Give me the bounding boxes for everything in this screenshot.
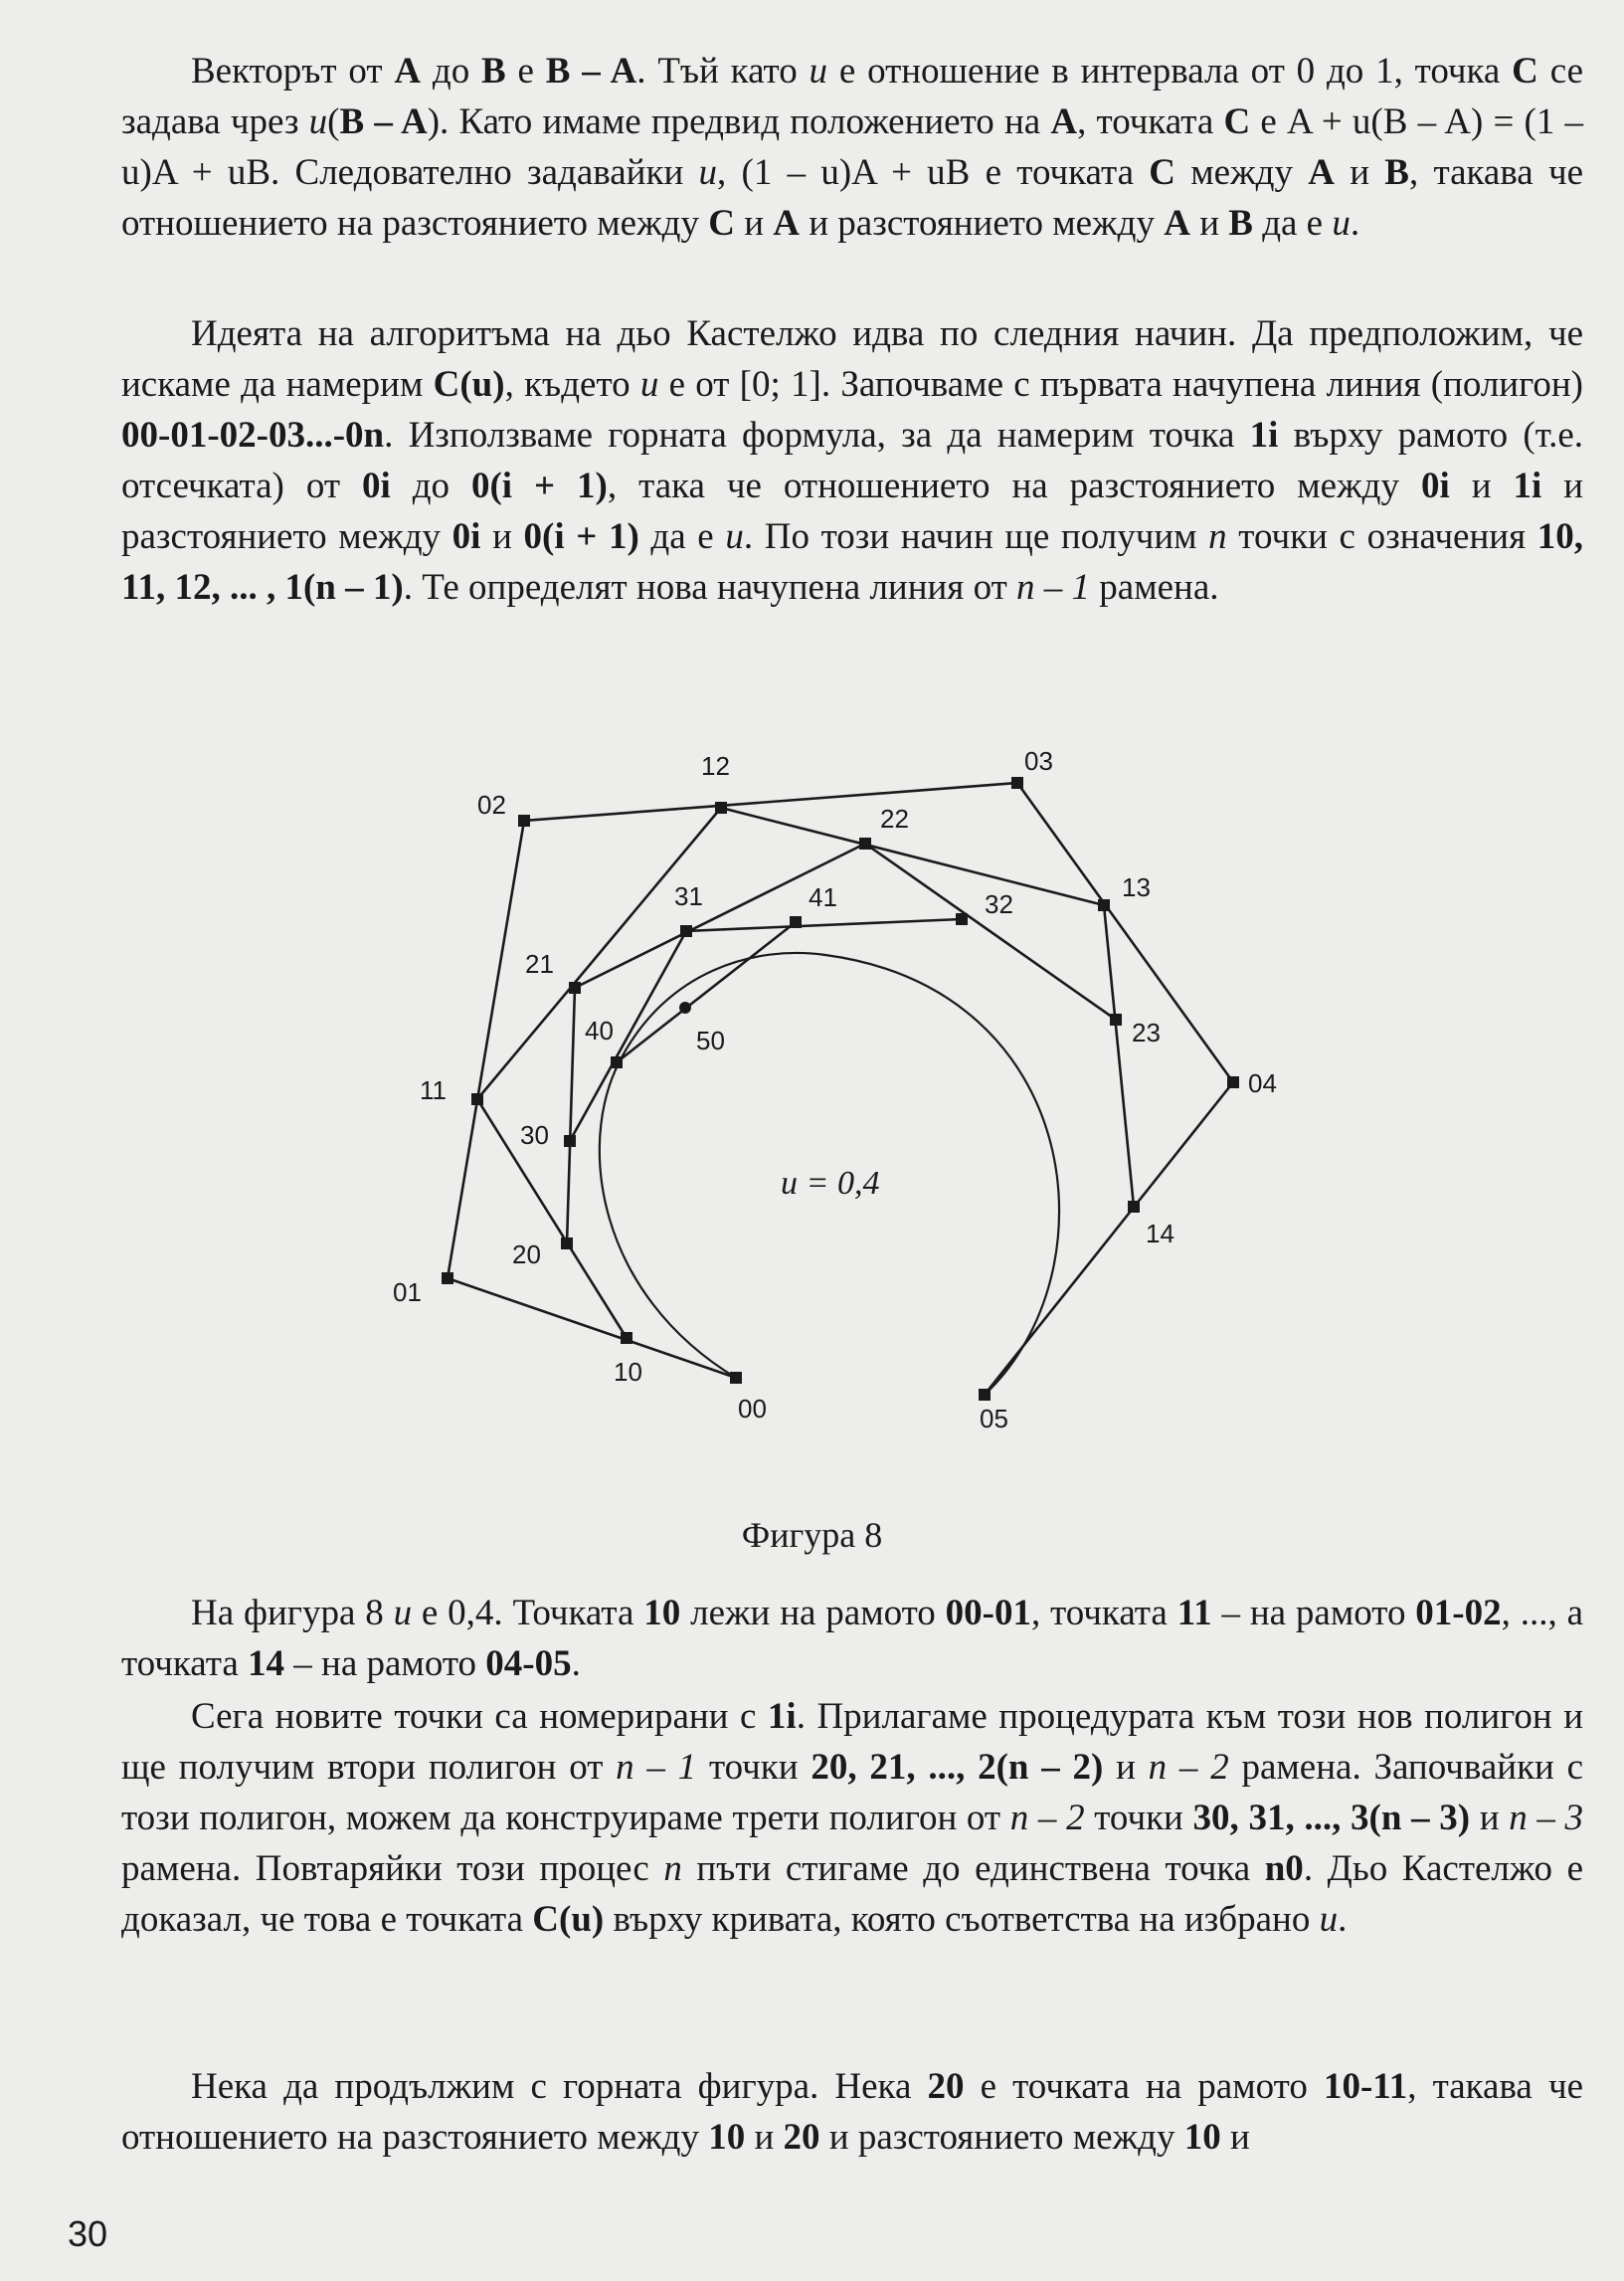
figure-caption: Фигура 8 (741, 1515, 883, 1555)
point-32 (956, 913, 968, 925)
point-04 (1227, 1076, 1239, 1088)
point-12 (715, 802, 727, 814)
label-11: 11 (420, 1075, 447, 1105)
point-31 (680, 925, 692, 937)
point-23 (1110, 1014, 1122, 1026)
point-41 (790, 916, 802, 928)
polygon-level-1 (477, 808, 1134, 1338)
point-10 (621, 1332, 632, 1344)
label-31: 31 (674, 881, 703, 911)
label-50: 50 (696, 1026, 725, 1055)
paragraph-algorithm-idea: Идеята на алгоритъма на дьо Кастелжо идва по следния начин. Да предположим, че искаме да намерим C(u), където u е от [0; 1]. Започваме с първата начупена линия (полигон) 00-01-02-03...-0n. Използваме горната формула, за да намерим точка 1i върху рамото (т.е. отсечката) от 0i до 0(i + 1), така че отношението на разстоянието между 0i и 1i и разстоянието между 0i и 0(i + 1) да е u. По този начин ще получим n точки с означения 10, 11, 12, ... , 1(n – 1). Те определят нова начупена линия от n – 1 рамена. (121, 313, 1583, 608)
point-05 (979, 1389, 991, 1401)
point-21 (569, 982, 581, 994)
label-10: 10 (614, 1357, 642, 1387)
polygon-level-0 (448, 783, 1233, 1395)
label-23: 23 (1132, 1018, 1161, 1047)
label-22: 22 (880, 804, 909, 834)
label-32: 32 (985, 889, 1013, 919)
u-value-label: u = 0,4 (781, 1165, 880, 1202)
paragraph-continue: Нека да продължим с горната фигура. Нека 20 е точката на рамото 10-11, такава че отношението на разстоянието между 10 и 20 и разстоянието между 10 и (121, 2066, 1583, 2158)
label-03: 03 (1024, 746, 1053, 776)
label-20: 20 (512, 1239, 541, 1269)
label-14: 14 (1146, 1219, 1174, 1248)
label-02: 02 (477, 790, 506, 820)
point-40 (611, 1056, 623, 1068)
paragraph-iteration: Сега новите точки са номерирани с 1i. Прилагаме процедурата към този нов полигон и ще получим втори полигон от n – 1 точки 20, 21, ..., 2(n – 2) и n – 2 рамена. Започвайки с този полигон, можем да конструираме трети полигон от n – 2 точки 30, 31, ..., 3(n – 3) и n – 3 рамена. Повтаряйки този процес n пъти стигаме до единствена точка n0. Дьо Кастелжо е доказал, че това е точката C(u) върху кривата, която съответства на избрано u. (121, 1696, 1584, 1940)
point-30 (564, 1135, 576, 1147)
paragraph-figure-explanation: На фигура 8 u е 0,4. Точката 10 лежи на рамото 00-01, точката 11 – на рамото 01-02, ..., а точката 14 – на рамото 04-05. (121, 1593, 1583, 1684)
label-40: 40 (585, 1016, 614, 1045)
label-00: 00 (738, 1394, 767, 1424)
point-11 (471, 1093, 483, 1105)
point-22 (859, 838, 871, 850)
label-41: 41 (809, 882, 837, 912)
label-01: 01 (393, 1277, 422, 1307)
label-12: 12 (701, 751, 730, 781)
point-00 (730, 1372, 742, 1384)
label-21: 21 (525, 949, 554, 979)
polygon-level-3 (570, 919, 962, 1141)
label-30: 30 (520, 1120, 549, 1150)
point-14 (1128, 1201, 1140, 1213)
label-13: 13 (1122, 872, 1151, 902)
point-13 (1098, 899, 1110, 911)
point-01 (442, 1272, 453, 1284)
point-20 (561, 1237, 573, 1249)
point-03 (1011, 777, 1023, 789)
page-number: 30 (68, 2213, 108, 2254)
point-02 (518, 815, 530, 827)
label-04: 04 (1248, 1068, 1277, 1098)
label-05: 05 (980, 1404, 1008, 1433)
point-50 (679, 1002, 691, 1014)
paragraph-vector-definition: Векторът от A до B е B – A. Тъй като u е отношение в интервала от 0 до 1, точка C се задава чрез u(B – A). Като имаме предвид положението на A, точката C е A + u(B – A) = (1 – u)A + uB. Следователно задавайки u, (1 – u)A + uB е точката C между A и B, такава че отношението на разстоянието между C и A и разстоянието между A и B да е u. (121, 51, 1584, 244)
